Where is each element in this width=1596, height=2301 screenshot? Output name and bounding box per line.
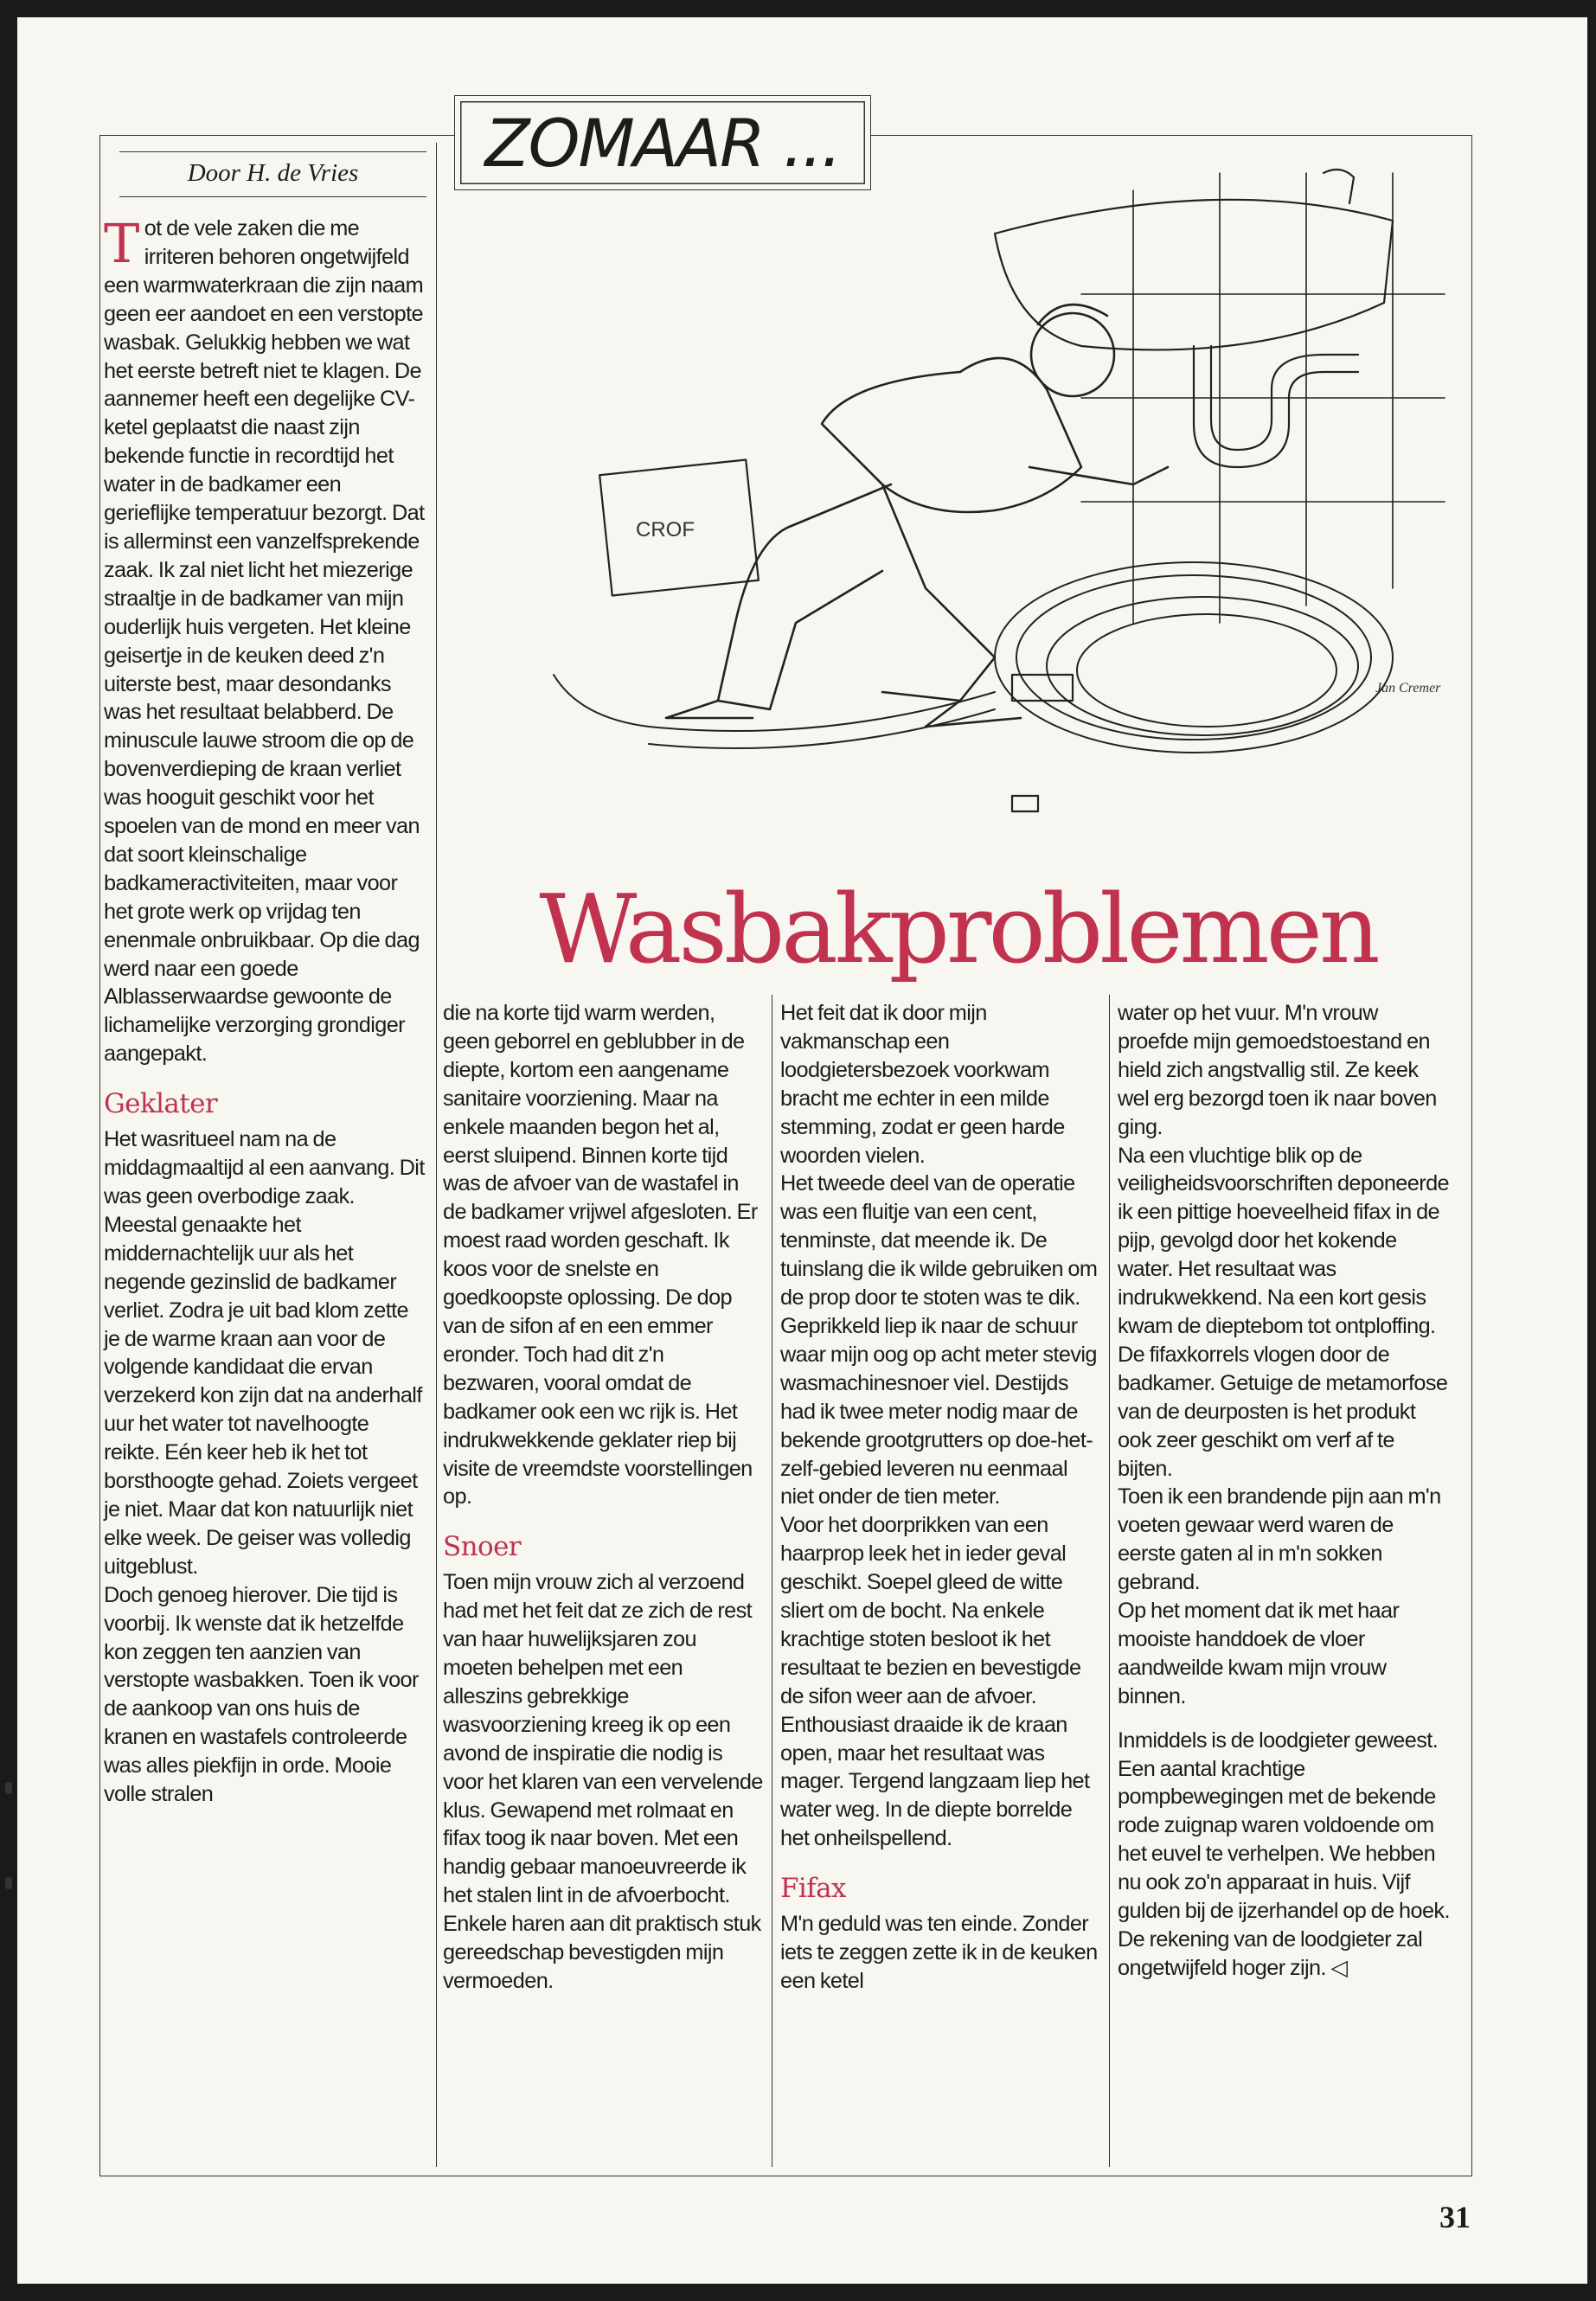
column-4 xyxy=(1118,999,1451,1983)
subheading-geklater: Geklater xyxy=(104,1088,218,1120)
crate-text: CROF xyxy=(636,518,695,542)
byline: Door H. de Vries xyxy=(119,151,426,197)
paragraph: Enthousiast draaide ik de kraan open, maar het resultaat was mager. Tergend langzaam liep het water weg. In de diepte borrelde het onheilspellend. xyxy=(780,1712,1090,1851)
intro-paragraph: Tot de vele zaken die me irriteren behoren ongetwijfeld een warmwaterkraan die zijn naam geen eer aandoet en een verstopte wasbak. Gelukkig hebben we wat het eerste betreft niet te klagen. De aannemer heeft een degelijke CV-ketel geplaatst die naast zijn bekende functie in recordtijd het water in de badkamer een gerieflijke temperatuur bezorgt. Dat is allerminst een vanzelfsprekende zaak. Ik zal niet licht het miezerige straaltje in de badkamer van mijn ouderlijk huis vergeten. Het kleine geisertje in de keuken deed z'n uiterste best, maar desondanks was het resultaat belabberd. De minuscule lauwe stroom die op de bovenverdieping de kraan verliet was hooguit geschikt voor het spoelen van de mond en meer van dat soort kleinschalige badkameractiviteiten, maar voor het grote werk op vrijdag ten enenmale onbruikbaar. Op die dag werd naar een goede Alblasserwaardse gewoonte de lichamelijke verzorging grondiger aangepakt. xyxy=(104,212,425,1067)
paragraph: Doch genoeg hierover. Die tijd is voorbij. Ik wenste dat ik hetzelfde kon zeggen ten aanzien van verstopte wasbakken. Toen ik voor de aankoop van ons huis de kranen en wastafels controleerde was alles piekfijn in orde. Mooie volle stralen xyxy=(104,1582,419,1807)
paragraph: Voor het doorprikken van een haarprop leek het in ieder geval geschikt. Soepel gleed de witte sliert om de bocht. Na enkele krachtige stoten besloot ik het resultaat te bezien en bevestigde de sifon weer aan de afvoer. xyxy=(780,1513,1081,1708)
page-number: 31 xyxy=(1439,2200,1471,2234)
subheading-snoer: Snoer xyxy=(443,1531,522,1563)
sink-basin xyxy=(995,200,1393,350)
article-title: Wasbakproblemen xyxy=(539,874,1377,984)
paragraph: Het wasritueel nam na de middagmaaltijd al een aanvang. Dit was geen overbodige zaak. Meestal genaakte het middernachtelijk uur als het negende gezinslid de badkamer verliet. Zodra je uit bad klom zette je de warme kraan aan voor de volgende kandidaat die ervan verzekerd kon zijn dat na anderhalf uur het water tot navelhoogte reikte. Eén keer heb ik het tot borsthoogte gehad. Zoiets vergeet je niet. Maar dat kon natuurlijk niet elke week. De geiser was volledig uitgeblust. xyxy=(104,1127,425,1579)
section-header-label: ZOMAAR ... xyxy=(484,104,841,182)
paragraph: Het tweede deel van de operatie was een fluitje van een cent, tenminste, dat meende ik. De tuinslang die ik wilde gebruiken om de prop door te stoten was te dik. Geprikkeld liep ik naar de schuur waar mijn oog op acht meter stevig wasmachinesnoer viel. Destijds had ik twee meter nodig maar de bekende grootgrutters op doe-het-zelf-gebied leveren nu eenmaal niet onder de tien meter. xyxy=(780,1171,1098,1509)
paragraph: Na een vluchtige blik op de veiligheidsvoorschriften deponeerde ik een pittige hoeveelheid fifax in de pijp, gevolgd door het kokende water. Het resultaat was indrukwekkend. Na een kort gesis kwam de dieptebom tot ontploffing. De fifaxkorrels vlogen door de badkamer. Getuige de metamorfose van de deurposten is het produkt ook zeer geschikt om verf af te bijten. xyxy=(1118,1143,1450,1481)
sink-plug xyxy=(1012,796,1038,811)
paragraph: Inmiddels is de loodgieter geweest. Een aantal krachtige pompbewegingen met de bekende rode zuignap waren voldoende om het euvel te verhelpen. We hebben nu ook zo'n apparaat in huis. Vijf gulden bij de ijzerhandel op de hoek. De rekening van de loodgieter zal ongetwijfeld hoger zijn. ◁ xyxy=(1118,1727,1450,1980)
paragraph: die na korte tijd warm werden, geen geborrel en geblubber in de diepte, kortom een aangename sanitaire voorziening. Maar na enkele maanden begon het al, eerst sluipend. Binnen korte tijd was de afvoer van de wastafel in de badkamer vrijwel afgesloten. Er moest raad worden geschaft. Ik koos voor de snelste en goedkoopste oplossing. De dop van de sifon af en een emmer eronder. Toch had dit z'n bezwaren, vooral omdat de badkamer ook een wc rijk is. Het indrukwekkende geklater riep bij visite de vreemdste voorstellingen op. xyxy=(443,1001,758,1509)
column-divider xyxy=(1109,995,1110,2167)
column-2 xyxy=(443,999,765,1996)
drop-cap: T xyxy=(104,212,139,275)
paragraph: Op het moment dat ik met haar mooiste handdoek de vloer aandweilde kwam mijn vrouw binnen. xyxy=(1118,1599,1400,1708)
drain-pipe xyxy=(1194,346,1358,467)
column-1 xyxy=(104,212,428,1809)
plumber-illustration xyxy=(476,138,1458,813)
artist-signature: Jan Cremer xyxy=(1375,681,1441,695)
subheading-fifax: Fifax xyxy=(780,1873,846,1905)
paragraph: M'n geduld was ten einde. Zonder iets te zeggen zette ik in de keuken een ketel xyxy=(780,1912,1098,1993)
paragraph: Toen mijn vrouw zich al verzoend had met het feit dat ze zich de rest van haar huwelijksjaren zou moeten behelpen met een alleszins gebrekkige wasvoorziening kreeg ik op een avond de inspiratie die nodig is voor het klaren van een vervelende klus. Gewapend met rolmaat en fifax toog ik naar boven. Met een handig gebaar manoeuvreerde ik het stalen lint in de afvoerbocht. Enkele haren aan dit praktisch stuk gereedschap bevestigden mijn vermoeden. xyxy=(443,1570,763,1993)
paragraph: Het feit dat ik door mijn vakmanschap een loodgietersbezoek voorkwam bracht me echter in een milde stemming, zodat er geen harde woorden vielen. xyxy=(780,1001,1065,1168)
paragraph: Toen ik een brandende pijn aan m'n voeten gewaar werd waren de eerste gaten al in m'n sokken gebrand. xyxy=(1118,1484,1441,1595)
column-divider xyxy=(436,143,437,2167)
binding-hole xyxy=(5,1877,12,1889)
column-3 xyxy=(780,999,1102,1996)
binding-hole xyxy=(5,1782,12,1794)
paragraph: water op het vuur. M'n vrouw proefde mijn gemoedstoestand en hield zich angstvallig stil. Ze keek wel erg bezorgd toen ik naar boven ging. xyxy=(1118,1001,1437,1139)
magazine-page xyxy=(17,17,1587,2284)
plumber-figure xyxy=(666,304,1168,727)
coiled-hose xyxy=(554,562,1393,753)
